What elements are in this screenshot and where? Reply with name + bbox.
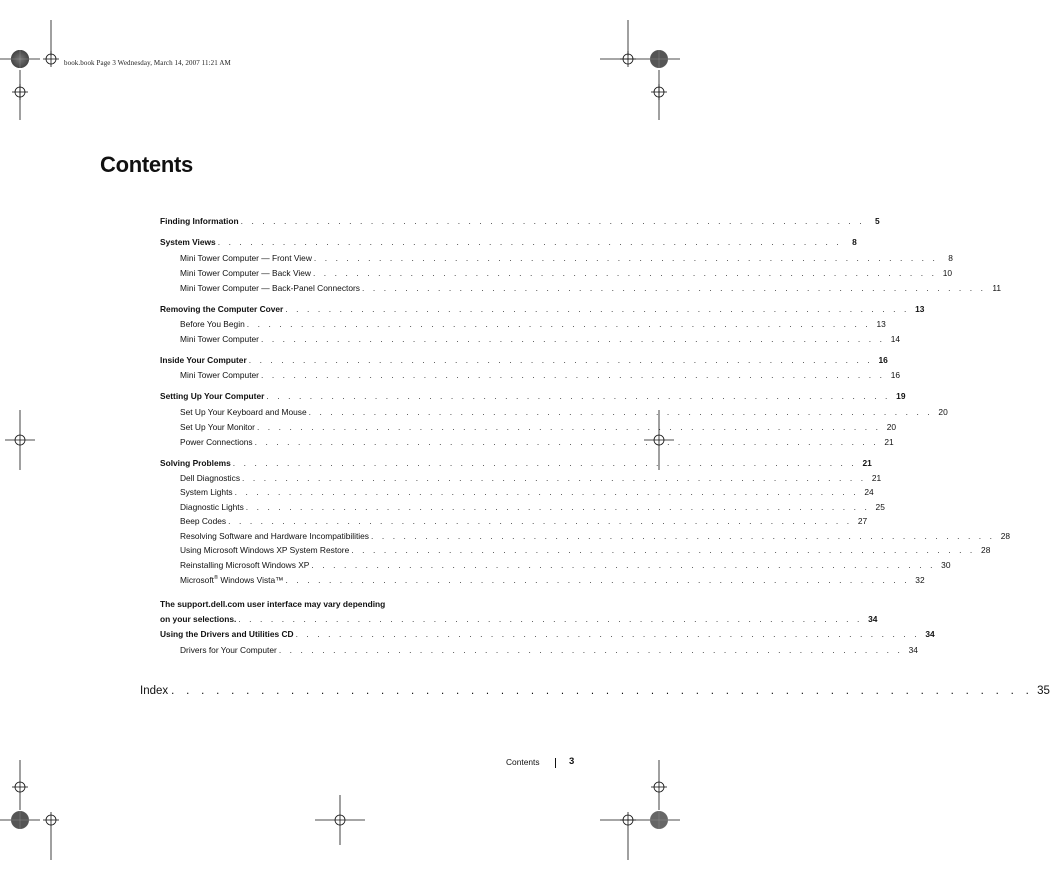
toc-entry-title: Using Microsoft Windows XP System Restore [180,545,350,555]
toc-entry-title: Using the Drivers and Utilities CD [160,629,294,639]
dot-leader: . . . . . . . . . . . . . . . . . . . . . . . . . . . . . . . . . . . . . . . . . . . . . . . . . . . . . . . . . . [171,685,1034,697]
toc-entry[interactable] [180,267,953,279]
toc-entry[interactable] [180,282,1002,294]
toc-entry[interactable] [160,215,880,227]
toc-entry[interactable] [160,613,878,625]
toc-entry-page: 20 [886,422,897,432]
toc-entry[interactable] [180,644,918,656]
dot-leader: . . . . . . . . . . . . . . . . . . . . . . . . . . . . . . . . . . . . . . . . . . . . . . . . . . . . . . . . . . [248,355,873,365]
toc-entry-page: 8 [852,237,857,247]
dot-leader: . . . . . . . . . . . . . . . . . . . . . . . . . . . . . . . . . . . . . . . . . . . . . . . . . . . . . . . . . . [245,502,870,512]
footer-page-number: 3 [569,756,575,767]
toc-entry-title: Mini Tower Computer — Back-Panel Connectors [180,283,360,293]
toc-entry-page: 35 [1037,685,1050,697]
toc-entry-title: Drivers for Your Computer [180,645,277,655]
toc-entry[interactable] [180,436,894,448]
dot-leader: . . . . . . . . . . . . . . . . . . . . . . . . . . . . . . . . . . . . . . . . . . . . . . . . . . . . . . . . . . [361,283,987,293]
toc-entry[interactable] [180,421,897,433]
toc-entry[interactable] [160,628,935,640]
toc-entry-page: 19 [896,391,906,401]
toc-entry-page: 32 [915,575,925,585]
toc-entry[interactable] [160,354,888,366]
toc-entry[interactable] [180,333,901,345]
toc-entry[interactable] [180,486,874,498]
toc-entry-page: 34 [925,629,935,639]
dot-leader: . . . . . . . . . . . . . . . . . . . . . . . . . . . . . . . . . . . . . . . . . . . . . . . . . . . . . . . . . . [311,560,936,570]
toc-entry[interactable] [180,252,953,264]
toc-entry-title: on your selections. [160,614,237,624]
toc-entry-page: 34 [908,645,918,655]
toc-entry-title: Inside Your Computer [160,355,247,365]
toc-entry-page: 20 [938,407,948,417]
toc-entry-page: 13 [915,304,925,314]
toc-entry[interactable] [180,501,885,513]
toc-entry-index[interactable] [140,683,1050,699]
dot-leader: . . . . . . . . . . . . . . . . . . . . . . . . . . . . . . . . . . . . . . . . . . . . . . . . . . . . . . . . . . [313,253,938,263]
toc-entry-title: Mini Tower Computer [180,334,259,344]
dot-leader: . . . . . . . . . . . . . . . . . . . . . . . . . . . . . . . . . . . . . . . . . . . . . . . . . . . . . . . . . . [285,304,910,314]
registered-mark: ® [213,575,219,582]
page-title: Contents [100,152,193,177]
toc-entry-page: 16 [890,370,901,380]
toc-entry-title: Solving Problems [160,458,231,468]
print-header: book.book Page 3 Wednesday, March 14, 2007 11:21 AM [64,59,231,67]
toc-entry-page: 16 [878,355,888,365]
dot-leader: . . . . . . . . . . . . . . . . . . . . . . . . . . . . . . . . . . . . . . . . . . . . . . . . . . . . . . . . . . [351,545,976,555]
toc-entry-title: Mini Tower Computer — Back View [180,268,311,278]
toc-entry-page: 11 [992,283,1002,293]
toc-entry[interactable] [160,457,872,469]
toc-entry-title-part: Microsoft [180,575,214,585]
dot-leader: . . . . . . . . . . . . . . . . . . . . . . . . . . . . . . . . . . . . . . . . . . . . . . . . . . . . . . . . . . [308,407,933,417]
toc-entry[interactable] [180,472,882,484]
toc-entry-title: Power Connections [180,437,253,447]
toc-entry-page: 21 [862,458,872,468]
dot-leader: . . . . . . . . . . . . . . . . . . . . . . . . . . . . . . . . . . . . . . . . . . . . . . . . . . . . . . . . . . [266,391,891,401]
toc-entry-title-part: Windows Vista™ [218,575,284,585]
toc-entry[interactable] [180,559,951,571]
toc-entry-title: Index [140,685,169,697]
dot-leader: . . . . . . . . . . . . . . . . . . . . . . . . . . . . . . . . . . . . . . . . . . . . . . . . . . . . . . . . . . [312,268,938,278]
dot-leader: . . . . . . . . . . . . . . . . . . . . . . . . . . . . . . . . . . . . . . . . . . . . . . . . . . . . . . . . . . [238,614,863,624]
toc-entry-title: Beep Codes [180,516,227,526]
toc-entry-title: Setting Up Your Computer [160,391,265,401]
dot-leader: . . . . . . . . . . . . . . . . . . . . . . . . . . . . . . . . . . . . . . . . . . . . . . . . . . . . . . . . . . [254,437,879,447]
dot-leader: . . . . . . . . . . . . . . . . . . . . . . . . . . . . . . . . . . . . . . . . . . . . . . . . . . . . . . . . . . [295,629,920,639]
toc-entry-title: Mini Tower Computer [180,370,259,380]
toc-entry-title: Reinstalling Microsoft Windows XP [180,560,310,570]
toc-entry[interactable] [180,369,901,381]
toc-entry-page: 30 [941,560,951,570]
toc-entry[interactable] [160,303,925,315]
dot-leader: . . . . . . . . . . . . . . . . . . . . . . . . . . . . . . . . . . . . . . . . . . . . . . . . . . . . . . . . . . [260,334,886,344]
toc-entry-page: 28 [1000,531,1011,541]
toc-entry-page: 14 [890,334,901,344]
toc-entry[interactable] [180,515,868,527]
toc-entry-title: Finding Information [160,216,239,226]
toc-entry[interactable] [180,318,886,330]
toc-entry[interactable] [180,406,948,418]
toc-entry-title: Mini Tower Computer — Front View [180,253,312,263]
footer-section-label: Contents [506,757,540,767]
dot-leader: . . . . . . . . . . . . . . . . . . . . . . . . . . . . . . . . . . . . . . . . . . . . . . . . . . . . . . . . . . [371,531,996,541]
dot-leader: . . . . . . . . . . . . . . . . . . . . . . . . . . . . . . . . . . . . . . . . . . . . . . . . . . . . . . . . . . [234,487,859,497]
toc-entry-title: Removing the Computer Cover [160,304,284,314]
dot-leader: . . . . . . . . . . . . . . . . . . . . . . . . . . . . . . . . . . . . . . . . . . . . . . . . . . . . . . . . . . [246,319,871,329]
footer-divider [555,758,556,768]
dot-leader: . . . . . . . . . . . . . . . . . . . . . . . . . . . . . . . . . . . . . . . . . . . . . . . . . . . . . . . . . . [278,645,903,655]
dot-leader: . . . . . . . . . . . . . . . . . . . . . . . . . . . . . . . . . . . . . . . . . . . . . . . . . . . . . . . . . . [242,473,867,483]
dot-leader: . . . . . . . . . . . . . . . . . . . . . . . . . . . . . . . . . . . . . . . . . . . . . . . . . . . . . . . . . . [232,458,857,468]
toc-entry[interactable] [160,236,857,248]
toc-entry-page: 21 [884,437,894,447]
toc-entry-title: Dell Diagnostics [180,473,241,483]
dot-leader: . . . . . . . . . . . . . . . . . . . . . . . . . . . . . . . . . . . . . . . . . . . . . . . . . . . . . . . . . . [256,422,882,432]
toc-entry-page: 5 [875,216,880,226]
toc-entry-title: System Views [160,237,216,247]
toc-entry-title: Diagnostic Lights [180,502,244,512]
toc-entry[interactable] [160,390,906,402]
dot-leader: . . . . . . . . . . . . . . . . . . . . . . . . . . . . . . . . . . . . . . . . . . . . . . . . . . . . . . . . . . [260,370,886,380]
toc-entry-page: 21 [871,473,882,483]
toc-entry-page: 25 [875,502,885,512]
toc-entry-title: System Lights [180,487,233,497]
toc-entry-title: Resolving Software and Hardware Incompatibilities [180,531,369,541]
toc-entry-title: Before You Begin [180,319,245,329]
toc-entry-page: 27 [857,516,868,526]
toc-entry-title [180,574,286,586]
dot-leader: . . . . . . . . . . . . . . . . . . . . . . . . . . . . . . . . . . . . . . . . . . . . . . . . . . . . . . . . . . [228,516,853,526]
toc-entry[interactable] [180,530,1011,542]
toc-entry[interactable] [180,574,925,586]
toc-entry-page: 24 [864,487,874,497]
toc-entry-page: 8 [948,253,953,263]
toc-entry-page: 13 [876,319,886,329]
toc-entry-page: 10 [942,268,953,278]
toc-entry-title: Set Up Your Keyboard and Mouse [180,407,307,417]
toc-entry-page: 28 [981,545,991,555]
toc-entry-title-line1: The support.dell.com user interface may vary depending [160,599,386,609]
toc-entry-page: 34 [868,614,878,624]
toc-entry[interactable] [180,544,991,556]
dot-leader: . . . . . . . . . . . . . . . . . . . . . . . . . . . . . . . . . . . . . . . . . . . . . . . . . . . . . . . . . . [217,237,842,247]
dot-leader: . . . . . . . . . . . . . . . . . . . . . . . . . . . . . . . . . . . . . . . . . . . . . . . . . . . . . . . . . . [240,216,865,226]
dot-leader: . . . . . . . . . . . . . . . . . . . . . . . . . . . . . . . . . . . . . . . . . . . . . . . . . . . . . . . . . . [285,575,910,585]
toc-entry-title: Set Up Your Monitor [180,422,255,432]
